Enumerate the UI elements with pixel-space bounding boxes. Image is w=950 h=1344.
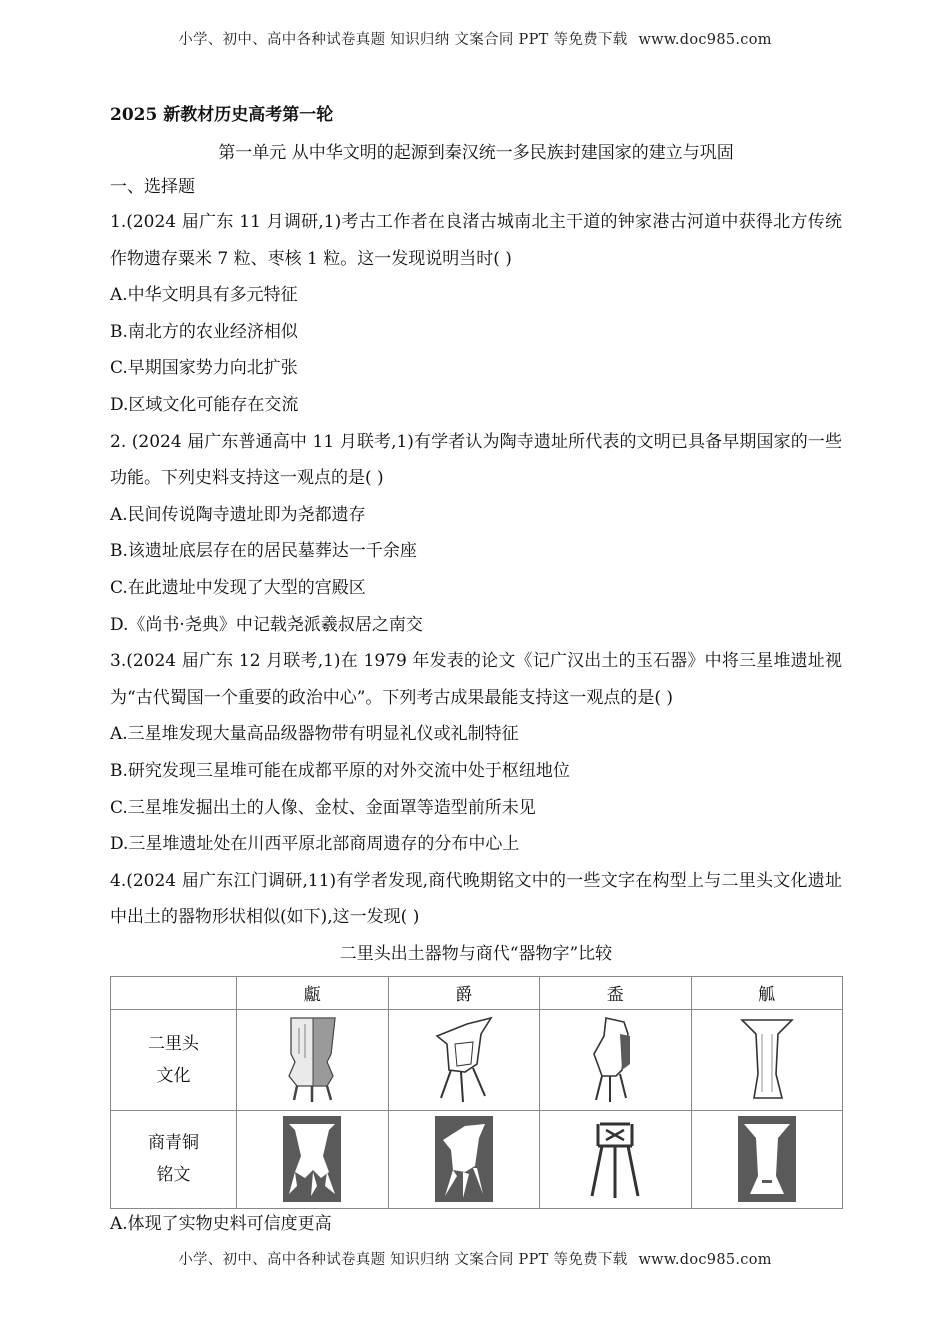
question-4-option-a: A.体现了实物史料可信度更高 — [110, 1213, 332, 1234]
question-3-option-a: A.三星堆发现大量高品级器物带有明显礼仪或礼制特征 — [110, 724, 519, 745]
main-content — [110, 102, 842, 1239]
table-row-erlitou — [111, 1009, 843, 1110]
question-1-option-b: B.南北方的农业经济相似 — [110, 321, 298, 342]
row-label-line-1: 商青铜 — [148, 1133, 199, 1154]
row-label-erlitou — [111, 1009, 237, 1110]
question-2-option-a: A.民间传说陶寺遗址即为尧都遗存 — [110, 504, 366, 525]
question-3-stem: 3.(2024 届广东 12 月联考,1)在 1979 年发表的论文《记广汉出土的玉石器》中将三星堆遗址视为“古代蜀国一个重要的政治中心”。下列考古成果最能支持这一观点的是( ) — [110, 651, 842, 708]
column-header-jue: 爵 — [388, 976, 540, 1009]
header-site-link[interactable]: www.doc985.com — [638, 32, 772, 48]
question-3-option-b: B.研究发现三星堆可能在成都平原的对外交流中处于枢纽地位 — [110, 760, 570, 781]
question-1-option-a: A.中华文明具有多元特征 — [110, 285, 298, 306]
artifact-jue-image — [388, 1009, 540, 1110]
page-footer — [0, 1248, 950, 1269]
question-3-option-c: C.三星堆发掘出土的人像、金杖、金面罩等造型前所未见 — [110, 797, 536, 818]
column-header-gu: 觚 — [691, 976, 843, 1009]
row-label-line-1: 二里头 — [148, 1033, 199, 1054]
question-4-stem: 4.(2024 届广东江门调研,11)有学者发现,商代晚期铭文中的一些文字在构型上与二里头文化遗址中出土的器物形状相似(如下),这一发现( ) — [110, 870, 842, 928]
page-header — [0, 28, 950, 49]
header-text: 小学、初中、高中各种试卷真题 知识归纳 文案合同 PPT 等免费下载 — [178, 32, 628, 48]
footer-site-link[interactable]: www.doc985.com — [638, 1252, 772, 1268]
table-corner-cell — [111, 976, 237, 1009]
artifact-he-image — [540, 1009, 692, 1110]
inscription-jue-image — [388, 1110, 540, 1208]
row-label-line-2: 铭文 — [156, 1165, 191, 1186]
document-title: 2025 新教材历史高考第一轮 — [110, 105, 334, 125]
table-row-shang-inscription — [111, 1110, 843, 1208]
comparison-table — [110, 976, 843, 1209]
column-header-yan: 甗 — [237, 976, 389, 1009]
inscription-yan-image — [237, 1110, 389, 1208]
table-header-row — [111, 976, 843, 1009]
question-2-option-c: C.在此遗址中发现了大型的宫殿区 — [110, 577, 366, 598]
question-1-option-d: D.区域文化可能存在交流 — [110, 394, 299, 415]
question-1-stem: 1.(2024 届广东 11 月调研,1)考古工作者在良渚古城南北主干道的钟家港古河道中获得北方传统作物遗存粟米 7 粒、枣核 1 粒。这一发现说明当时( ) — [110, 212, 842, 269]
question-3-option-d: D.三星堆遗址处在川西平原北部商周遗存的分布中心上 — [110, 834, 520, 855]
question-1-option-c: C.早期国家势力向北扩张 — [110, 358, 298, 379]
row-label-line-2: 文化 — [156, 1065, 191, 1086]
footer-text: 小学、初中、高中各种试卷真题 知识归纳 文案合同 PPT 等免费下载 — [178, 1252, 628, 1268]
inscription-he-image — [540, 1110, 692, 1208]
section-title: 一、选择题 — [110, 177, 195, 197]
question-2-option-d: D.《尚书·尧典》中记载尧派羲叔居之南交 — [110, 614, 423, 635]
question-2-option-b: B.该遗址底层存在的居民墓葬达一千余座 — [110, 541, 417, 562]
inscription-gu-image — [691, 1110, 843, 1208]
artifact-yan-image — [237, 1009, 389, 1110]
artifact-gu-image — [691, 1009, 843, 1110]
question-2-stem: 2. (2024 届广东普通高中 11 月联考,1)有学者认为陶寺遗址所代表的文明已具备早期国家的一些功能。下列史料支持这一观点的是( ) — [110, 431, 842, 489]
column-header-he: 盉 — [540, 976, 692, 1009]
row-label-shang — [111, 1110, 237, 1208]
table-caption: 二里头出土器物与商代“器物字”比较 — [339, 943, 613, 964]
unit-title: 第一单元 从中华文明的起源到秦汉统一多民族封建国家的建立与巩固 — [218, 143, 734, 163]
